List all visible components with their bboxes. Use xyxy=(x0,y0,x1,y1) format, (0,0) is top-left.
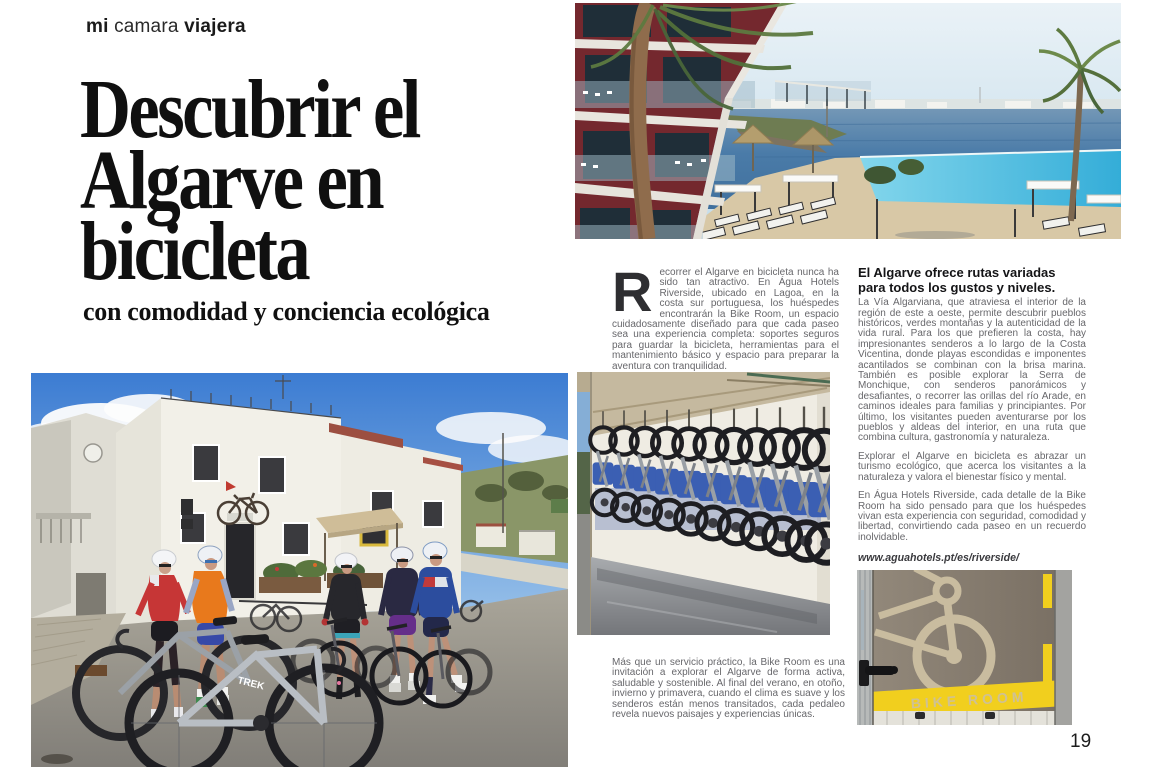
eco-paragraph: Explorar el Algarve en bicicleta es abrazar un turismo ecológico, que acerca los visitantes a la naturaleza y valora el bienestar físico y mental. xyxy=(858,450,1086,483)
title-line-3: bicicleta xyxy=(80,205,309,298)
closing-paragraph: Más que un servicio práctico, la Bike Room es una invitación a explorar el Algarve de forma activa, saludable y sostenible. Al final del verano, en otoño, invierno y primavera, cuando el clima es suave y los senderos están menos transitados, cada pedaleo revela nuevos paisajes y experiencias únicas. xyxy=(612,657,845,721)
bike-room-sign-illustration xyxy=(857,570,1072,725)
masthead-word-mi: mi xyxy=(86,16,109,37)
masthead-word-camara: camara xyxy=(114,16,179,37)
intro-paragraph xyxy=(612,260,839,372)
cyclists-illustration xyxy=(31,373,568,767)
routes-heading: El Algarve ofrece rutas variadas para todos los gustos y niveles. xyxy=(858,265,1056,295)
bikeroom-paragraph: En Água Hotels Riverside, cada detalle de la Bike Room ha sido pensado para que los huéspedes vivan esta experiencia con seguridad, comodidad y libertad, convirtiendo cada paseo en un recuerdo inolvidable. xyxy=(858,490,1086,543)
photo-bike-room-sign xyxy=(857,570,1072,725)
bike-brand-label: TREK xyxy=(236,675,266,693)
routes-paragraph: La Vía Algarviana, que atraviesa el interior de la región de este a oeste, permite descubrir pueblos históricos, verdes montañas y la autenticidad de la vida rural. Para los que prefieren la costa, hay impresionantes senderos a lo largo de la Costa Vicentina, donde playas escondidas e imponentes acantilados se combinan con la brisa marina. También es posible explorar la Serra de Monchique, con senderos panorámicos y desafiantes, o recorrer las orillas del río Arade, en caminos ideales para familias y principiantes. Por último, los visitantes pueden aventurarse por los pueblos y aldeas del interior, en una ruta que combina cultura, gastronomía y naturaleza. xyxy=(858,297,1086,444)
article-subtitle: con comodidad y conciencia ecológica xyxy=(83,297,490,326)
photo-hotel-riverside xyxy=(575,3,1121,239)
bike-room-sign-label: BIKE ROOM xyxy=(910,688,1028,712)
photo-cyclists-village xyxy=(31,373,568,767)
page-number: 19 xyxy=(1070,731,1092,752)
website-url: www.aguahotels.pt/es/riverside/ xyxy=(858,552,1019,565)
title-line-2: Algarve en xyxy=(80,134,383,227)
title-line-1: Descubrir el xyxy=(80,63,419,156)
dropcap-letter: R xyxy=(612,260,653,323)
masthead-word-viajera: viajera xyxy=(184,16,246,37)
masthead xyxy=(86,16,246,38)
routes-column xyxy=(858,266,1086,564)
intro-text: ecorrer el Algarve en bicicleta nunca ha sido tan atractivo. En Água Hotels Riverside, ubicado en Lagoa, en la costa sur portuguesa, los huéspedes encontrarán la Bike Room, un espacio cuidadosamente diseñado para que cada paseo sea una experiencia completa: soportes seguros para guardar la bicicleta, herramientas para el mantenimiento básico y espacio para preparar la aventura con tranquilidad. xyxy=(612,267,839,372)
bike-room-illustration xyxy=(577,372,830,635)
photo-bike-room xyxy=(577,372,830,635)
hotel-riverside-illustration xyxy=(575,3,1121,239)
article-title xyxy=(80,63,419,298)
